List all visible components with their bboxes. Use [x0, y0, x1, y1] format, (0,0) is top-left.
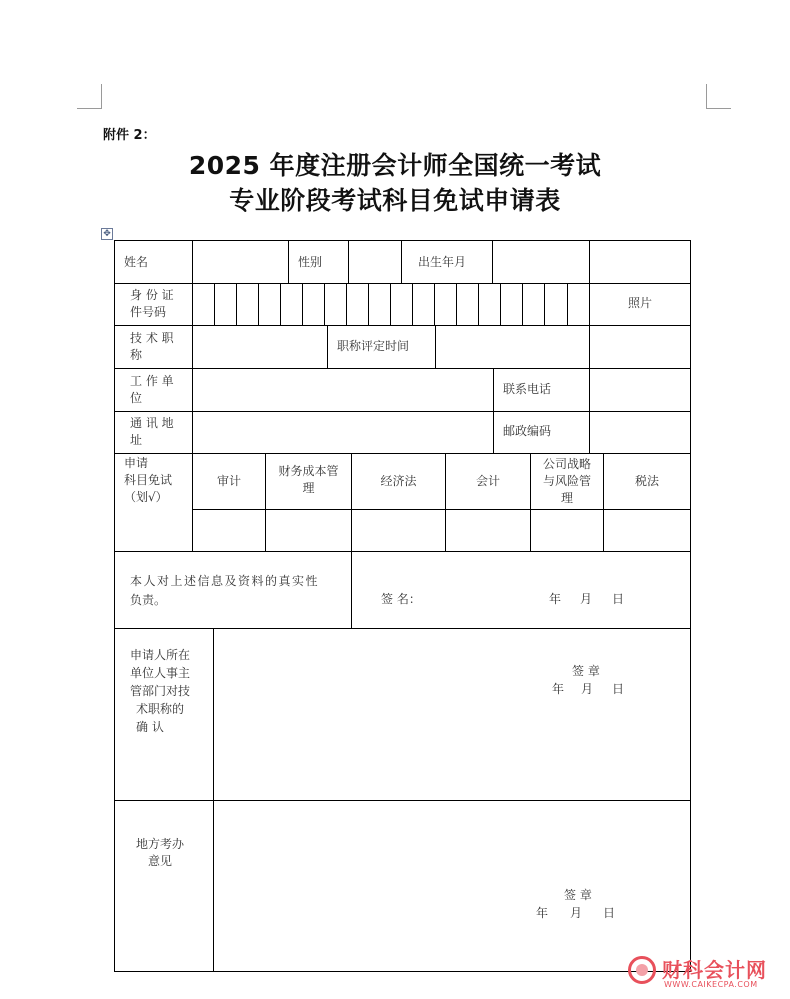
- subject-strategy-line3: 理: [560, 491, 573, 505]
- gender-field[interactable]: [350, 242, 399, 281]
- confirm-seal-label: 签 章: [572, 664, 600, 678]
- confirm-label-line2: 单位人事主: [130, 666, 191, 680]
- declaration-line1: 本人对上述信息及资料的真实性: [130, 574, 320, 588]
- confirm-label-line3: 管部门对技: [130, 684, 191, 698]
- watermark-name: 财科会计网: [662, 958, 767, 982]
- exempt-label-line2: 科目免试: [124, 473, 173, 487]
- declaration-line2: 负责。: [130, 593, 167, 607]
- checkbox-cost[interactable]: [267, 511, 350, 549]
- photo-label: 照片: [628, 296, 653, 310]
- tech-title-field[interactable]: [194, 327, 325, 366]
- address-field[interactable]: [194, 413, 491, 451]
- local-date-day: 日: [603, 906, 616, 920]
- watermark-url: WWW.CAIKECPA.COM: [664, 980, 758, 989]
- phone-field[interactable]: [591, 370, 688, 409]
- checkbox-econ-law[interactable]: [353, 511, 444, 549]
- exempt-label-line1: 申请: [124, 456, 149, 470]
- confirm-date-day: 日: [612, 682, 625, 696]
- tech-title-label-line1: 技 术 职: [130, 331, 174, 345]
- table-move-handle-icon[interactable]: ✥: [101, 228, 113, 240]
- page-subtitle: 专业阶段考试科目免试申请表: [229, 186, 561, 215]
- name-field[interactable]: [194, 242, 286, 281]
- checkbox-accounting[interactable]: [447, 511, 529, 549]
- employer-label-line2: 位: [130, 391, 143, 405]
- checkbox-audit[interactable]: [194, 511, 264, 549]
- address-label-line2: 址: [130, 433, 143, 447]
- checkbox-tax[interactable]: [605, 511, 689, 549]
- id-number-field[interactable]: [194, 285, 587, 323]
- signature-label: 签 名：: [381, 592, 421, 606]
- subject-audit: 审计: [216, 474, 241, 488]
- subject-tax: 税法: [634, 474, 659, 488]
- signature-field[interactable]: [420, 584, 540, 614]
- confirm-date-year: 年: [552, 682, 565, 696]
- address-label-line1: 通 讯 地: [130, 416, 174, 430]
- id-label-line2: 件号码: [130, 305, 167, 319]
- local-seal-label: 签 章: [564, 888, 592, 902]
- title-date-field[interactable]: [437, 327, 587, 366]
- title-date-label: 职称评定时间: [337, 339, 410, 353]
- gender-label: 性别: [298, 255, 323, 269]
- attachment-label: 附件 2：: [103, 128, 156, 143]
- sign-date-month: 月: [580, 592, 593, 606]
- local-date-year: 年: [536, 906, 549, 920]
- watermark-logo-icon: [628, 956, 656, 984]
- employer-field[interactable]: [194, 370, 491, 409]
- subject-strategy-line1: 公司战略: [542, 457, 591, 471]
- confirm-label-line1: 申请人所在: [130, 648, 191, 662]
- birth-field[interactable]: [494, 242, 587, 281]
- tech-title-label-line2: 称: [130, 348, 143, 362]
- local-date-month: 月: [570, 906, 583, 920]
- sign-date-day: 日: [612, 592, 625, 606]
- subject-econ-law: 经济法: [380, 474, 417, 488]
- photo-area[interactable]: [591, 242, 688, 366]
- watermark: [628, 954, 788, 996]
- birth-label: 出生年月: [418, 255, 467, 269]
- subject-strategy-line2: 与风险管: [542, 474, 591, 488]
- postcode-label: 邮政编码: [503, 424, 552, 438]
- local-label-line1: 地方考办: [136, 837, 185, 851]
- page-title: 2025 年度注册会计师全国统一考试: [188, 151, 602, 180]
- phone-label: 联系电话: [503, 382, 552, 396]
- subject-cost-line2: 理: [302, 481, 315, 495]
- subject-accounting: 会计: [475, 474, 500, 488]
- confirm-field[interactable]: [215, 630, 689, 798]
- local-label-line2: 意见: [148, 854, 173, 868]
- postcode-field[interactable]: [591, 413, 688, 451]
- checkbox-strategy[interactable]: [532, 511, 602, 549]
- employer-label-line1: 工 作 单: [130, 374, 174, 388]
- confirm-date-month: 月: [581, 682, 594, 696]
- confirm-label-line5: 确 认: [136, 720, 164, 734]
- id-label-line1: 身 份 证: [130, 288, 174, 302]
- sign-date-year: 年: [549, 592, 562, 606]
- subject-cost-line1: 财务成本管: [278, 464, 339, 478]
- name-label: 姓名: [124, 255, 149, 269]
- local-opinion-field[interactable]: [215, 802, 689, 969]
- exempt-label-line3: （划√）: [124, 490, 168, 504]
- confirm-label-line4: 术职称的: [136, 702, 185, 716]
